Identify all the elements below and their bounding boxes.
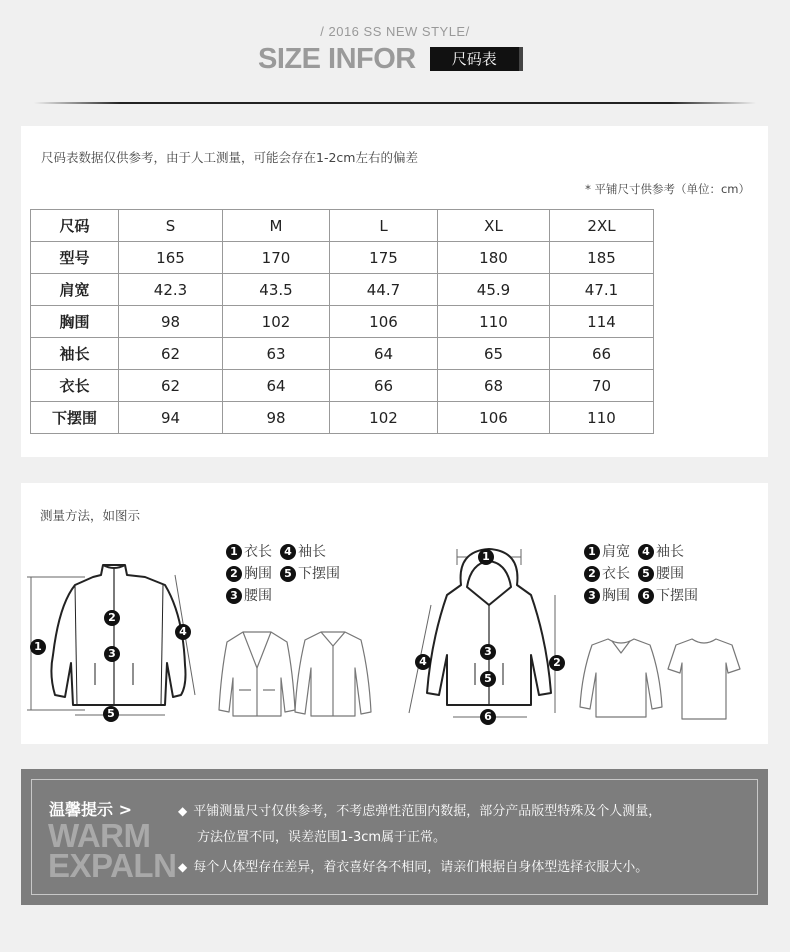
legend-label: 下摆围	[298, 566, 340, 582]
warm-tips-title: 温馨提示 >	[49, 800, 132, 819]
table-row	[31, 402, 654, 434]
expaln-word: EXPALN	[48, 847, 177, 884]
tip-2-text: 每个人体型存在差异，着衣喜好各不相同，请亲们根据自身体型选择衣服大小。	[193, 860, 649, 875]
table-cell: 2XL	[550, 210, 654, 242]
legend-label: 衣长	[244, 544, 272, 560]
table-cell: 102	[330, 402, 438, 434]
warm-watermark	[48, 817, 177, 884]
table-cell: 66	[330, 370, 438, 402]
legend-label: 肩宽	[602, 544, 630, 560]
number-badge-icon: 5	[638, 566, 654, 582]
hoodie-diagram	[401, 545, 581, 727]
table-cell: 114	[550, 306, 654, 338]
table-cell: 43.5	[223, 274, 330, 306]
number-badge-icon: 4	[280, 544, 296, 560]
table-cell: 106	[438, 402, 550, 434]
size-disclaimer: 尺码表数据仅供参考，由于人工测量，可能会存在1-2cm左右的偏差	[41, 150, 418, 165]
table-cell: 110	[438, 306, 550, 338]
size-chart-tag: 尺码表	[430, 47, 523, 71]
table-row	[31, 306, 654, 338]
legend-item	[638, 563, 684, 585]
table-cell: 165	[119, 242, 223, 274]
method-title: 测量方法，如图示	[40, 508, 141, 523]
number-badge-icon: 3	[584, 588, 600, 604]
legend-label: 下摆围	[656, 588, 698, 604]
legend-label: 胸围	[602, 588, 630, 604]
table-cell: 98	[119, 306, 223, 338]
hoodie-marker-3: 3	[480, 644, 496, 660]
hoodie-marker-6: 6	[480, 709, 496, 725]
legend-row	[226, 541, 348, 563]
legend-item	[280, 541, 326, 563]
table-row	[31, 274, 654, 306]
legend-item	[584, 563, 630, 585]
row-label-cell: 尺码	[31, 210, 119, 242]
number-badge-icon: 2	[584, 566, 600, 582]
table-row	[31, 338, 654, 370]
legend-label: 袖长	[298, 544, 326, 560]
table-cell: 47.1	[550, 274, 654, 306]
table-cell: 62	[119, 370, 223, 402]
number-badge-icon: 3	[226, 588, 242, 604]
jacket-marker-5: 5	[103, 706, 119, 722]
number-badge-icon: 6	[638, 588, 654, 604]
measurement-method-panel	[21, 483, 768, 744]
jacket-diagram	[25, 555, 205, 727]
row-label-cell: 衣长	[31, 370, 119, 402]
jacket-outline	[51, 565, 185, 705]
table-cell: 94	[119, 402, 223, 434]
title-row	[258, 42, 523, 76]
table-cell: 42.3	[119, 274, 223, 306]
hoodie-marker-2: 2	[549, 655, 565, 671]
hoodie-marker-4: 4	[415, 654, 431, 670]
tip-1	[178, 800, 661, 819]
table-cell: 62	[119, 338, 223, 370]
tip-1-line1: 平铺测量尺寸仅供参考，不考虑弹性范围内数据，部分产品版型特殊及个人测量，	[193, 804, 662, 819]
legend-item	[226, 563, 272, 585]
number-badge-icon: 1	[584, 544, 600, 560]
legend-item	[226, 585, 272, 607]
bullet-icon: ◆	[178, 804, 188, 818]
legend-row	[584, 541, 706, 563]
size-table	[30, 209, 654, 434]
legend-label: 衣长	[602, 566, 630, 582]
table-cell: M	[223, 210, 330, 242]
row-label-cell: 袖长	[31, 338, 119, 370]
table-cell: 64	[223, 370, 330, 402]
number-badge-icon: 5	[280, 566, 296, 582]
table-row	[31, 370, 654, 402]
bullet-icon: ◆	[178, 860, 188, 874]
blazer-sketch	[217, 628, 297, 720]
table-cell: 98	[223, 402, 330, 434]
table-cell: XL	[438, 210, 550, 242]
legend-item	[280, 563, 340, 585]
hoodie-legend	[584, 541, 706, 607]
table-cell: 180	[438, 242, 550, 274]
table-cell: 185	[550, 242, 654, 274]
legend-item	[584, 585, 630, 607]
row-label-cell: 胸围	[31, 306, 119, 338]
table-cell: 44.7	[330, 274, 438, 306]
table-cell: 64	[330, 338, 438, 370]
table-cell: L	[330, 210, 438, 242]
legend-label: 袖长	[656, 544, 684, 560]
page-title: SIZE INFOR	[258, 42, 416, 75]
jacket-marker-4: 4	[175, 624, 191, 640]
legend-item	[226, 541, 272, 563]
table-cell: 110	[550, 402, 654, 434]
legend-label: 胸围	[244, 566, 272, 582]
legend-row	[226, 563, 348, 585]
unit-note: * 平铺尺寸供参考（单位：cm）	[585, 182, 750, 196]
table-cell: 45.9	[438, 274, 550, 306]
header-divider	[34, 102, 756, 104]
table-cell: S	[119, 210, 223, 242]
legend-item	[638, 585, 698, 607]
legend-row	[226, 585, 348, 607]
legend-label: 腰围	[656, 566, 684, 582]
row-label-cell: 下摆围	[31, 402, 119, 434]
legend-item	[584, 541, 630, 563]
tshirt-sketch	[666, 635, 742, 723]
table-cell: 106	[330, 306, 438, 338]
number-badge-icon: 4	[638, 544, 654, 560]
table-header-row	[31, 210, 654, 242]
table-cell: 63	[223, 338, 330, 370]
table-cell: 66	[550, 338, 654, 370]
season-label: / 2016 SS NEW STYLE/	[320, 24, 470, 39]
table-cell: 175	[330, 242, 438, 274]
row-label-cell: 肩宽	[31, 274, 119, 306]
legend-label: 腰围	[244, 588, 272, 604]
legend-item	[638, 541, 684, 563]
longsleeve-sketch	[578, 633, 664, 721]
table-cell: 170	[223, 242, 330, 274]
table-cell: 70	[550, 370, 654, 402]
jacket-legend	[226, 541, 348, 607]
jacket-marker-1: 1	[30, 639, 46, 655]
table-cell: 68	[438, 370, 550, 402]
legend-row	[584, 563, 706, 585]
number-badge-icon: 2	[226, 566, 242, 582]
jacket-marker-3: 3	[104, 646, 120, 662]
shirt-sketch	[293, 628, 373, 720]
legend-row	[584, 585, 706, 607]
warm-tips-panel	[21, 769, 768, 905]
tip-1-line2: 方法位置不同，误差范围1-3cm属于正常。	[197, 830, 447, 845]
table-cell: 102	[223, 306, 330, 338]
hoodie-marker-5: 5	[480, 671, 496, 687]
warm-word: WARM	[48, 817, 151, 854]
hoodie-marker-1: 1	[478, 549, 494, 565]
jacket-marker-2: 2	[104, 610, 120, 626]
number-badge-icon: 1	[226, 544, 242, 560]
table-row	[31, 242, 654, 274]
row-label-cell: 型号	[31, 242, 119, 274]
tip-2	[178, 856, 648, 875]
size-chart-panel	[21, 126, 768, 457]
table-cell: 65	[438, 338, 550, 370]
